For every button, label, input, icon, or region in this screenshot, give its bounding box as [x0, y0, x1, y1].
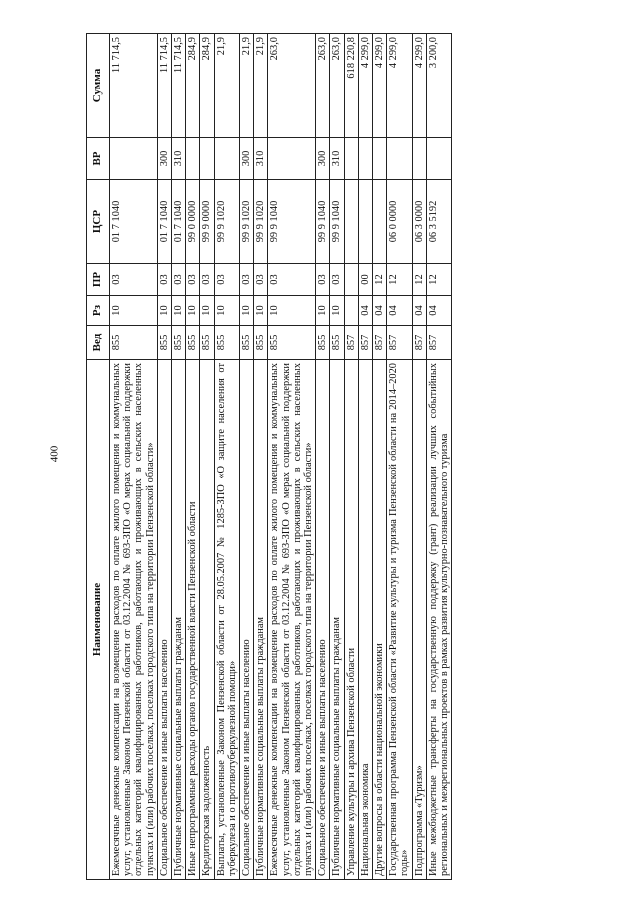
cell-ved: 857: [387, 326, 412, 360]
cell-vr: [268, 138, 316, 180]
table-row: [387, 34, 412, 880]
cell-ved: 855: [172, 326, 186, 360]
table-row: [172, 34, 186, 880]
cell-vr: [387, 138, 412, 180]
cell-name: Публичные нормативные социальные выплаты гражданам: [330, 360, 344, 880]
cell-rz: 04: [426, 296, 451, 326]
cell-name: Выплаты, установленные Законом Пензенской области от 28.05.2007 № 1285-ЗПО «О защите населения от туберкулеза и о противотуберкулезной помощи»: [214, 360, 239, 880]
cell-rz: 10: [110, 296, 158, 326]
table-row: [240, 34, 254, 880]
table-body: [110, 34, 452, 880]
cell-sum: 263,0: [330, 34, 344, 138]
cell-pr: 03: [110, 264, 158, 296]
cell-vr: 310: [330, 138, 344, 180]
cell-ved: 855: [240, 326, 254, 360]
header-sum: Сумма: [87, 34, 110, 138]
cell-rz: [344, 296, 358, 326]
cell-rz: 04: [412, 296, 426, 326]
rotated-table-frame: [86, 34, 572, 880]
cell-vr: [110, 138, 158, 180]
header-csr: ЦСР: [87, 180, 110, 264]
cell-sum: 4 299,0: [412, 34, 426, 138]
cell-name: Социальное обеспечение и иные выплаты населению: [240, 360, 254, 880]
cell-pr: 12: [412, 264, 426, 296]
cell-ved: 855: [200, 326, 214, 360]
cell-ved: 855: [214, 326, 239, 360]
cell-pr: 03: [240, 264, 254, 296]
cell-sum: 263,0: [316, 34, 330, 138]
cell-ved: 855: [268, 326, 316, 360]
cell-rz: 10: [268, 296, 316, 326]
cell-csr: [358, 180, 372, 264]
cell-vr: 310: [172, 138, 186, 180]
cell-csr: 99 9 1040: [330, 180, 344, 264]
cell-ved: 857: [412, 326, 426, 360]
cell-name: Иные непрограммные расходы органов государственной власти Пензенской области: [186, 360, 200, 880]
cell-pr: 03: [200, 264, 214, 296]
cell-pr: [344, 264, 358, 296]
cell-vr: 300: [157, 138, 171, 180]
cell-ved: 855: [110, 326, 158, 360]
cell-name: Национальная экономика: [358, 360, 372, 880]
cell-ved: 855: [316, 326, 330, 360]
cell-sum: 21,9: [214, 34, 239, 138]
cell-name: Публичные нормативные социальные выплаты гражданам: [172, 360, 186, 880]
cell-name: Иные межбюджетные трансферты на государственную поддержку (грант) реализации лучших событийных региональных и межрегиональных проектов в рамках развития культурно-познавательного туризма: [426, 360, 451, 880]
cell-ved: 857: [426, 326, 451, 360]
cell-name: Ежемесячные денежные компенсации на возмещение расходов по оплате жилого помещения и коммунальных услуг, установленные Законом Пензенской области от 03.12.2004 № 693-ЗПО «О мерах социальной поддержки отдельных категорий квалифицированных работников, работающих и проживающих в сельских населенных пунктах и (или) рабочих поселках, поселках городского типа на территории Пензенской области»: [110, 360, 158, 880]
cell-csr: 99 0 0000: [186, 180, 200, 264]
cell-pr: 12: [426, 264, 451, 296]
cell-ved: 855: [157, 326, 171, 360]
cell-sum: 263,0: [268, 34, 316, 138]
cell-csr: 01 7 1040: [157, 180, 171, 264]
cell-sum: 11 714,5: [110, 34, 158, 138]
cell-csr: 99 9 1040: [268, 180, 316, 264]
header-rz: Рз: [87, 296, 110, 326]
cell-pr: 03: [316, 264, 330, 296]
cell-ved: 855: [330, 326, 344, 360]
cell-sum: 618 220,8: [344, 34, 358, 138]
table-row: [358, 34, 372, 880]
cell-rz: 04: [373, 296, 387, 326]
table-row: [426, 34, 451, 880]
cell-pr: 03: [268, 264, 316, 296]
cell-rz: 10: [214, 296, 239, 326]
cell-vr: [412, 138, 426, 180]
cell-ved: 857: [358, 326, 372, 360]
table-row: [373, 34, 387, 880]
cell-pr: 03: [214, 264, 239, 296]
cell-vr: [373, 138, 387, 180]
cell-sum: 284,9: [200, 34, 214, 138]
table-row: [412, 34, 426, 880]
cell-rz: 10: [330, 296, 344, 326]
cell-sum: 11 714,5: [172, 34, 186, 138]
cell-vr: 310: [254, 138, 268, 180]
table-row: [330, 34, 344, 880]
header-ved: Вед: [87, 326, 110, 360]
cell-sum: 284,9: [186, 34, 200, 138]
cell-name: Публичные нормативные социальные выплаты гражданам: [254, 360, 268, 880]
cell-name: Подпрограмма «Туризм»: [412, 360, 426, 880]
cell-sum: 21,9: [254, 34, 268, 138]
cell-ved: 855: [186, 326, 200, 360]
cell-csr: 99 9 1020: [214, 180, 239, 264]
table-row: [157, 34, 171, 880]
cell-pr: 03: [330, 264, 344, 296]
cell-vr: [344, 138, 358, 180]
cell-csr: 99 9 0000: [200, 180, 214, 264]
cell-sum: 3 200,0: [426, 34, 451, 138]
cell-csr: [373, 180, 387, 264]
cell-sum: 4 299,0: [358, 34, 372, 138]
budget-table: [86, 33, 452, 880]
cell-csr: 01 7 1040: [172, 180, 186, 264]
cell-ved: 857: [373, 326, 387, 360]
cell-csr: 06 3 0000: [412, 180, 426, 264]
cell-rz: 10: [254, 296, 268, 326]
cell-name: Социальное обеспечение и иные выплаты населению: [157, 360, 171, 880]
cell-csr: 06 0 0000: [387, 180, 412, 264]
cell-csr: 06 3 5192: [426, 180, 451, 264]
cell-vr: 300: [316, 138, 330, 180]
table-row: [316, 34, 330, 880]
cell-rz: 10: [157, 296, 171, 326]
table-row: [214, 34, 239, 880]
cell-vr: 300: [240, 138, 254, 180]
cell-rz: 04: [358, 296, 372, 326]
cell-pr: 03: [172, 264, 186, 296]
cell-vr: [358, 138, 372, 180]
page-number: 400: [48, 445, 61, 463]
cell-sum: 11 714,5: [157, 34, 171, 138]
table-canvas: [86, 34, 572, 880]
cell-csr: 01 7 1040: [110, 180, 158, 264]
cell-ved: 857: [344, 326, 358, 360]
cell-ved: 855: [254, 326, 268, 360]
header-name: Наименование: [87, 360, 110, 880]
cell-pr: 12: [373, 264, 387, 296]
cell-sum: 21,9: [240, 34, 254, 138]
cell-pr: 12: [387, 264, 412, 296]
cell-name: Другие вопросы в области национальной экономики: [373, 360, 387, 880]
cell-rz: 10: [186, 296, 200, 326]
header-pr: ПР: [87, 264, 110, 296]
cell-csr: 99 9 1020: [240, 180, 254, 264]
table-row: [344, 34, 358, 880]
cell-rz: 04: [387, 296, 412, 326]
cell-csr: 99 9 1040: [316, 180, 330, 264]
cell-rz: 10: [240, 296, 254, 326]
cell-name: Управление культуры и архива Пензенской области: [344, 360, 358, 880]
table-row: [268, 34, 316, 880]
cell-rz: 10: [172, 296, 186, 326]
cell-vr: [214, 138, 239, 180]
cell-csr: [344, 180, 358, 264]
cell-csr: 99 9 1020: [254, 180, 268, 264]
cell-rz: 10: [316, 296, 330, 326]
cell-vr: [200, 138, 214, 180]
table-row: [186, 34, 200, 880]
cell-pr: 03: [157, 264, 171, 296]
cell-name: Государственная программа Пензенской области «Развитие культуры и туризма Пензенской области на 2014–2020 годы»: [387, 360, 412, 880]
table-row: [200, 34, 214, 880]
cell-sum: 4 299,0: [373, 34, 387, 138]
cell-name: Кредиторская задолженность: [200, 360, 214, 880]
cell-sum: 4 299,0: [387, 34, 412, 138]
cell-vr: [186, 138, 200, 180]
cell-pr: 03: [254, 264, 268, 296]
table-header-row: [87, 34, 110, 880]
table-row: [254, 34, 268, 880]
table-row: [110, 34, 158, 880]
cell-vr: [426, 138, 451, 180]
header-vr: ВР: [87, 138, 110, 180]
cell-pr: 03: [186, 264, 200, 296]
cell-name: Ежемесячные денежные компенсации на возмещение расходов по оплате жилого помещения и коммунальных услуг, установленные Законом Пензенской области от 03.12.2004 № 693-ЗПО «О мерах социальной поддержки отдельных категорий квалифицированных работников, работающих и проживающих в сельских населенных пунктах и (или) рабочих поселках, поселках городского типа на территории Пензенской области»: [268, 360, 316, 880]
cell-name: Социальное обеспечение и иные выплаты населению: [316, 360, 330, 880]
cell-rz: 10: [200, 296, 214, 326]
cell-pr: 00: [358, 264, 372, 296]
